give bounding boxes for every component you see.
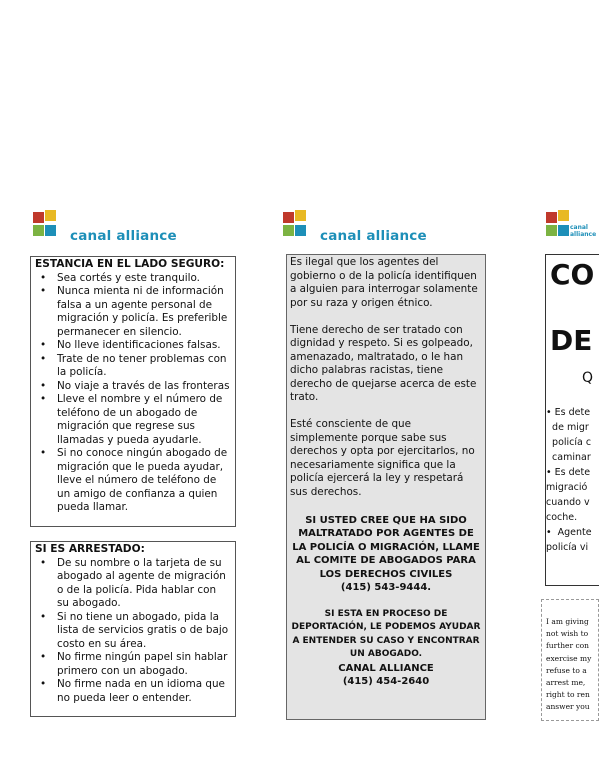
civil-rights-phone: (415) 543-9444. [340, 582, 432, 593]
card-text-line: answer you [546, 702, 590, 712]
safe-side-title: ESTANCIA EN EL LADO SEGURO: [35, 258, 225, 270]
cover-title-1: CO [550, 258, 595, 291]
list-item: • Nunca mienta ni de información falsa a un agente personal de migración y policía. Es preferible permanecer en silencio. [35, 285, 231, 339]
list-item: • Trate de no tener problemas con la policía. [35, 353, 231, 380]
cover-text-line: policía vi [546, 542, 589, 553]
logo-text: canal alliance [70, 228, 177, 244]
cover-text-line: caminar [546, 452, 591, 463]
arrest-title: SI ES ARRESTADO: [35, 543, 145, 555]
card-text-line: exercise my [546, 653, 592, 663]
card-text-line: refuse to a [546, 665, 587, 675]
card-text-line: further con [546, 641, 589, 651]
list-item: • No firme nada en un idioma que no pueda leer o entender. [35, 678, 231, 705]
safe-side-box [30, 256, 236, 527]
rights-paragraph: Tiene derecho de ser tratado con dignidad y respeto. Si es golpeado, amenazado, maltratado, o le han dicho palabras racistas, tiene derecho de quejarse acerca de este trato. [290, 323, 477, 403]
list-item: • Lleve el nombre y el número de teléfono de un abogado de migración que regrese sus llamadas y pueda ayudarle. [35, 393, 231, 447]
list-item: • Si no tiene un abogado, pida la lista de servicios gratis o de bajo costo en su área. [35, 611, 231, 652]
deportation-notice: SI ESTA EN PROCESO DE DEPORTACIÓN, LE PODEMOS AYUDAR A ENTENDER SU CASO Y ENCONTRAR UN ABOGADO. [291, 608, 481, 659]
canal-alliance-logo [283, 210, 443, 248]
list-item: • No lleve identificaciones falsas. [35, 339, 231, 353]
cover-subtitle: Q [582, 370, 594, 386]
rights-card [541, 599, 599, 721]
cover-text-line: • Es dete [546, 467, 591, 478]
cover-text-line: • Agente [546, 527, 592, 538]
civil-rights-notice: SI USTED CREE QUE HA SIDO MALTRATADO POR AGENTES DE LA POLICÍA O MIGRACIÓN, LLAME AL COMITE DE ABOGADOS PARA LOS DERECHOS CIVILES [292, 514, 480, 580]
cover-title-2: DE [550, 324, 593, 357]
rights-paragraph: Esté consciente de que simplemente porque sabe sus derechos y opta por ejercitarlos, no necesariamente significa que la policía ejercerá la ley y respetará sus derechos. [290, 418, 475, 498]
rights-paragraph: Es ilegal que los agentes del gobierno o de la policía identifiquen a alguien para interrogar solamente por su raza y origen étnico. [290, 256, 478, 309]
card-text-line: I am giving [546, 617, 589, 626]
canal-alliance-logo [546, 210, 598, 248]
cover-text-line: policía c [546, 437, 592, 448]
canal-alliance-logo [33, 210, 193, 248]
cover-text-line: migració [546, 482, 588, 493]
cover-text-line: • Es dete [546, 407, 591, 418]
list-item: • Sea cortés y este tranquilo. [35, 272, 231, 286]
org-name: CANAL ALLIANCE [338, 662, 434, 674]
org-phone: (415) 454-2640 [342, 676, 430, 687]
rights-box [286, 254, 486, 720]
list-item: • Si no conoce ningún abogado de migración que le pueda ayudar, lleve el número de teléfono de un amigo de confianza a quien pueda llamar. [35, 447, 231, 515]
cover-text-line: coche. [546, 512, 578, 523]
rights-cover-box [545, 254, 599, 586]
card-text-line: right to ren [546, 690, 590, 700]
logo-text: canal alliance [320, 228, 427, 244]
list-item: • De su nombre o la tarjeta de su abogado al agente de migración o de la policía. Pida hablar con su abogado. [35, 557, 231, 611]
safe-side-list [35, 272, 231, 515]
cover-text-line: de migr [546, 422, 589, 433]
cover-text-line: cuando v [546, 497, 590, 508]
list-item: • No firme ningún papel sin hablar primero con un abogado. [35, 651, 231, 678]
arrest-box [30, 541, 236, 717]
card-text-line: not wish to [546, 629, 589, 639]
list-item: • No viaje a través de las fronteras [35, 380, 231, 394]
arrest-list [35, 557, 231, 706]
logo-text: canal alliance [570, 224, 597, 238]
card-text-line: arrest me, [546, 678, 586, 688]
